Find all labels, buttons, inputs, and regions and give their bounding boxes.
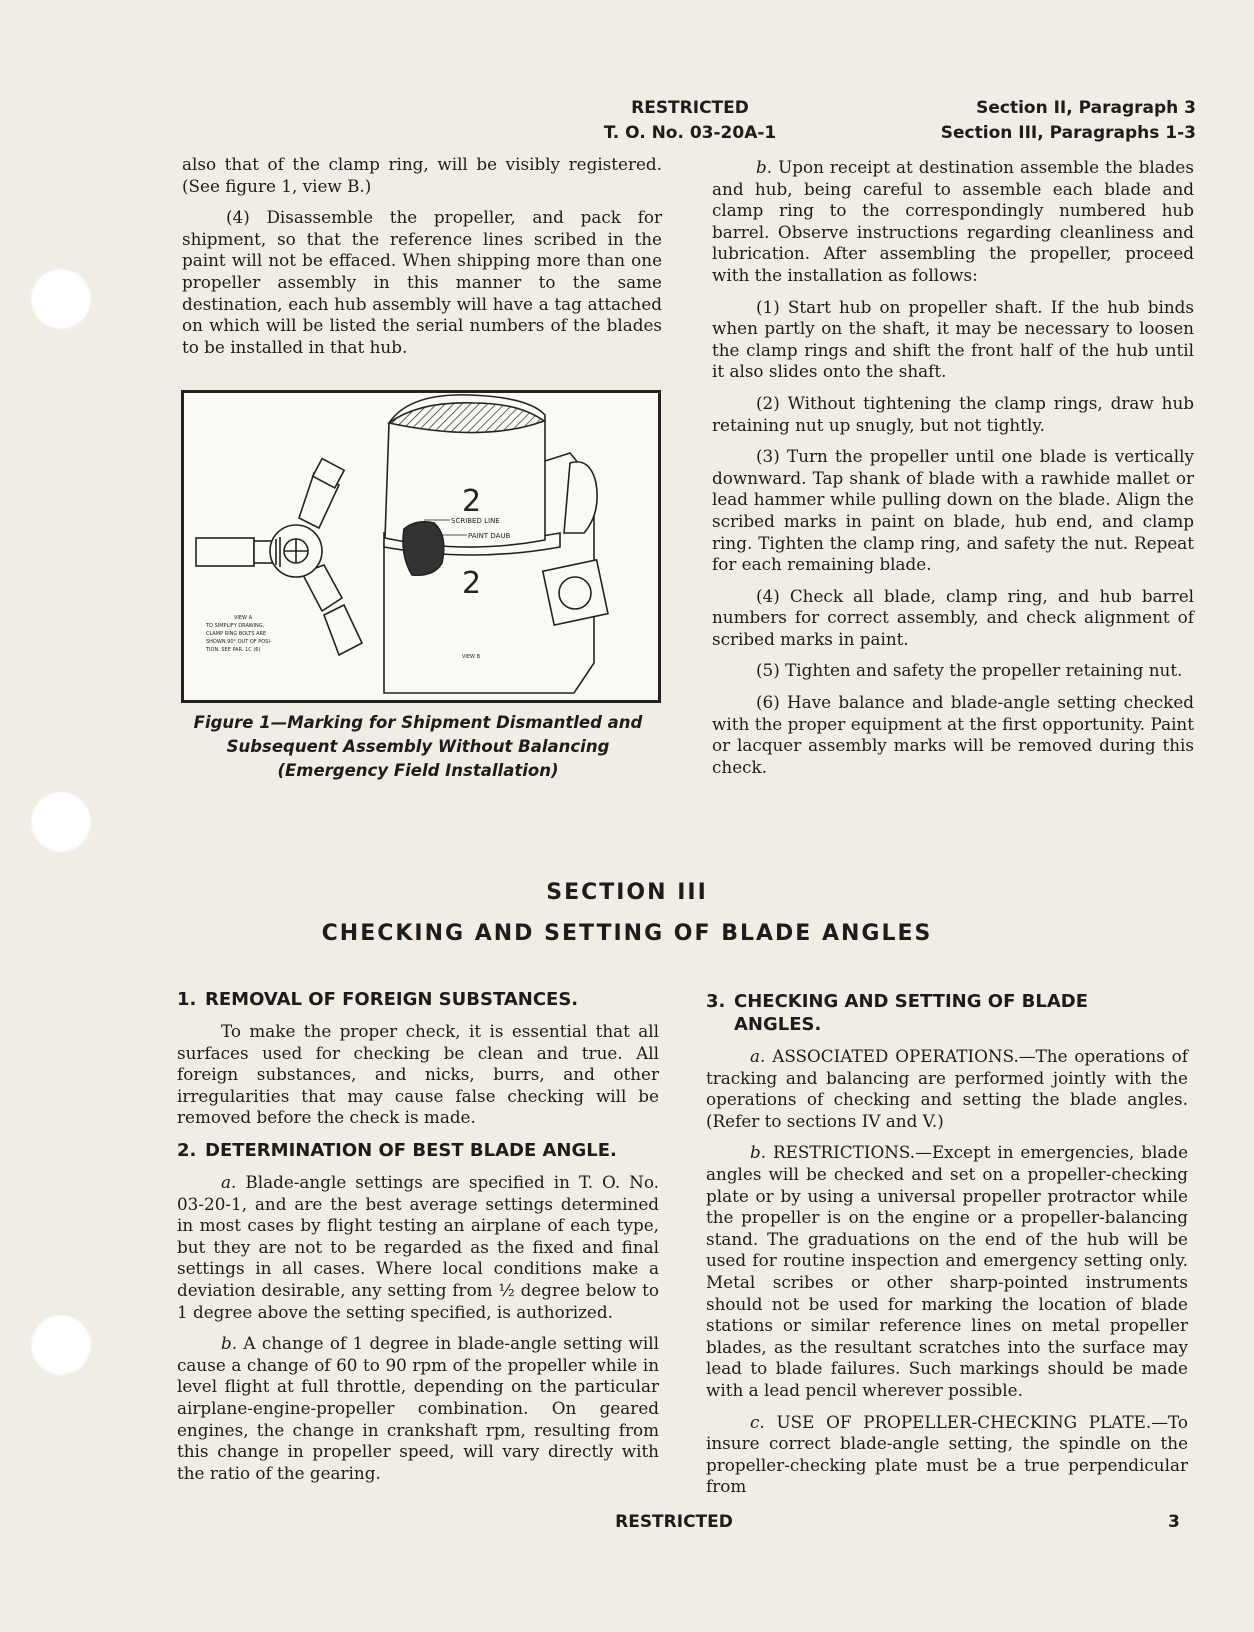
section-number: SECTION III bbox=[546, 880, 708, 905]
paragraph-3a bbox=[706, 1046, 1188, 1132]
section-title: CHECKING AND SETTING OF BLADE ANGLES bbox=[321, 921, 933, 946]
heading-3-line-1: CHECKING AND SETTING OF BLADE bbox=[734, 991, 1088, 1012]
paragraph-continued: also that of the clamp ring, will be visibly registered. (See figure 1, view B.) bbox=[182, 154, 662, 196]
heading-3-number: 3. bbox=[706, 991, 726, 1012]
paragraph-3c-lead: c. bbox=[750, 1411, 765, 1432]
figure-numeral-top: 2 bbox=[462, 484, 482, 519]
punch-hole-top bbox=[30, 268, 92, 330]
heading-2-number: 2. bbox=[177, 1139, 197, 1161]
paragraph-3a-text: —The operations of tracking and balancing are performed jointly with the operations of checking and setting the blade angles. (Refer to sections IV and V.) bbox=[706, 1046, 1188, 1131]
left-column-top bbox=[182, 154, 662, 368]
header-to-number: T. O. No. 03-20A-1 bbox=[603, 123, 777, 143]
view-a-note-3: SHOWN 90° OUT OF POSI- bbox=[206, 639, 272, 645]
punch-hole-middle bbox=[30, 791, 92, 853]
paragraph-b-lead: b. bbox=[756, 157, 773, 177]
paragraph-b-receipt bbox=[712, 157, 1194, 287]
label-scribed-line: SCRIBED LINE bbox=[451, 517, 500, 525]
page-header-right bbox=[941, 96, 1196, 146]
step-1: (1) Start hub on propeller shaft. If the hub binds when partly on the shaft, it may be necessary to loosen the clamp rings and shift the front half of the hub until it also slides onto the shaft. bbox=[712, 296, 1194, 382]
paragraph-2b bbox=[177, 1333, 659, 1484]
label-paint-daub: PAINT DAUB bbox=[468, 532, 511, 540]
view-b-barrel-drawing bbox=[384, 395, 608, 693]
header-restricted: RESTRICTED bbox=[631, 98, 749, 118]
step-3: (3) Turn the propeller until one blade is vertically downward. Tap shank of blade with a rawhide mallet or lead hammer while pulling down on the blade. Align the scribed marks in paint on blade, hub end, and clamp ring. Tighten the clamp ring, and safety the nut. Repeat for each remaining blade. bbox=[712, 446, 1194, 575]
paragraph-3c-title: USE OF PROPELLER-CHECKING PLATE. bbox=[776, 1411, 1152, 1432]
paragraph-3c-text: —To insure correct blade-angle setting, the spindle on the propeller-checking plate must be a true perpendicular from bbox=[706, 1411, 1189, 1497]
paragraph-3b-lead: b. bbox=[750, 1142, 767, 1163]
page-header-center bbox=[560, 96, 820, 146]
paragraph-3b-title: RESTRICTIONS. bbox=[772, 1142, 916, 1163]
left-column-bottom bbox=[177, 988, 659, 1494]
right-column-top bbox=[712, 157, 1194, 788]
heading-3 bbox=[706, 990, 1188, 1036]
figure-1 bbox=[181, 390, 661, 703]
figure-1-drawing bbox=[184, 393, 658, 700]
header-section-iii: Section III, Paragraphs 1-3 bbox=[940, 123, 1196, 143]
paragraph-removal: To make the proper check, it is essential that all surfaces used for checking be clean and true. All foreign substances, and nicks, burrs, and other irregularities that may cause false checking will be removed before the check is made. bbox=[177, 1021, 659, 1128]
heading-2 bbox=[177, 1139, 659, 1162]
punch-hole-bottom bbox=[30, 1314, 92, 1376]
view-a-title: VIEW A bbox=[234, 615, 253, 621]
step-6: (6) Have balance and blade-angle setting checked with the proper equipment at the first opportunity. Paint or lacquer assembly marks will be removed during this check. bbox=[712, 692, 1194, 777]
paragraph-3c bbox=[706, 1412, 1188, 1498]
page-number: 3 bbox=[1168, 1512, 1180, 1532]
heading-1-text: REMOVAL OF FOREIGN SUBSTANCES. bbox=[205, 989, 579, 1010]
heading-3-line-2: ANGLES. bbox=[734, 1014, 822, 1035]
paragraph-2b-lead: b. bbox=[221, 1333, 238, 1354]
paragraph-b-text: Upon receipt at destination assemble the blades and hub, being careful to assemble each blade and clamp ring to the correspondingly numbered hub barrel. Observe instructions regarding cleanliness and lubrication. After assembling the propeller, proceed with the installation as follows: bbox=[712, 157, 1194, 285]
paragraph-step-4: (4) Disassemble the propeller, and pack for shipment, so that the reference lines scribed in the paint will not be effaced. When shipping more than one propeller assembly in this manner to the same destination, each hub assembly will have a tag attached on which will be listed the serial numbers of the blades to be installed in that hub. bbox=[182, 207, 662, 357]
view-a-note-1: TO SIMPLIFY DRAWING, bbox=[206, 623, 265, 629]
paragraph-3a-title: ASSOCIATED OPERATIONS. bbox=[772, 1046, 1019, 1066]
paragraph-2b-text: A change of 1 degree in blade-angle setting will cause a change of 60 to 90 rpm of the propeller while in level flight at full throttle, depending on the particular airplane-engine-propeller combination. On geared engines, the change in crankshaft rpm, resulting from this change in propeller speed, will vary directly with the ratio of the gearing. bbox=[177, 1333, 659, 1483]
heading-2-text: DETERMINATION OF BEST BLADE ANGLE. bbox=[205, 1139, 617, 1161]
paragraph-2a-text: Blade-angle settings are specified in T. O. No. 03-20-1, and are the best average settings determined in most cases by flight testing an airplane of each type, but they are not to be regarded as the fixed and final settings in all cases. Where local conditions make a deviation desirable, any setting from ½ degree below to 1 degree above the setting specified, is authorized. bbox=[177, 1171, 660, 1322]
paragraph-2a-lead: a. bbox=[221, 1171, 237, 1192]
footer-restricted: RESTRICTED bbox=[615, 1512, 733, 1532]
right-column-bottom bbox=[706, 990, 1188, 1508]
step-4: (4) Check all blade, clamp ring, and hub barrel numbers for correct assembly, and check alignment of scribed marks in paint. bbox=[712, 585, 1194, 649]
heading-1 bbox=[177, 988, 659, 1011]
step-2: (2) Without tightening the clamp rings, draw hub retaining nut up snugly, but not tightly. bbox=[712, 392, 1194, 435]
view-a-note-4: TION. SEE PAR. 1C (6) bbox=[206, 647, 261, 653]
figure-numeral-bottom: 2 bbox=[462, 566, 482, 601]
header-section-ii: Section II, Paragraph 3 bbox=[976, 98, 1196, 118]
heading-1-number: 1. bbox=[177, 989, 197, 1010]
step-5: (5) Tighten and safety the propeller retaining nut. bbox=[756, 660, 1183, 681]
view-b-title: VIEW B bbox=[462, 654, 481, 660]
paragraph-3a-lead: a. bbox=[750, 1046, 766, 1066]
figure-1-caption: Figure 1—Marking for Shipment Dismantled and Subsequent Assembly Without Balancing (Emergency Field Installation) bbox=[193, 713, 643, 780]
paragraph-2a bbox=[177, 1172, 659, 1323]
paragraph-3b-text: —Except in emergencies, blade angles will be checked and set on a propeller-checking plate or by using a universal propeller protractor while the propeller is on the engine or a propeller-balancing stand. The graduations on the end of the hub will be used for routine inspection and emergency setting only. Metal scribes or other sharp-pointed instruments should not be used for marking the location of blade stations or similar reference lines on metal propeller blades, as the resultant scratches into the surface may lead to blade failures. Such markings should be made with a lead pencil wherever possible. bbox=[706, 1142, 1188, 1400]
paragraph-3b bbox=[706, 1142, 1188, 1401]
view-a-note-2: CLAMP RING BOLTS ARE bbox=[206, 631, 267, 637]
